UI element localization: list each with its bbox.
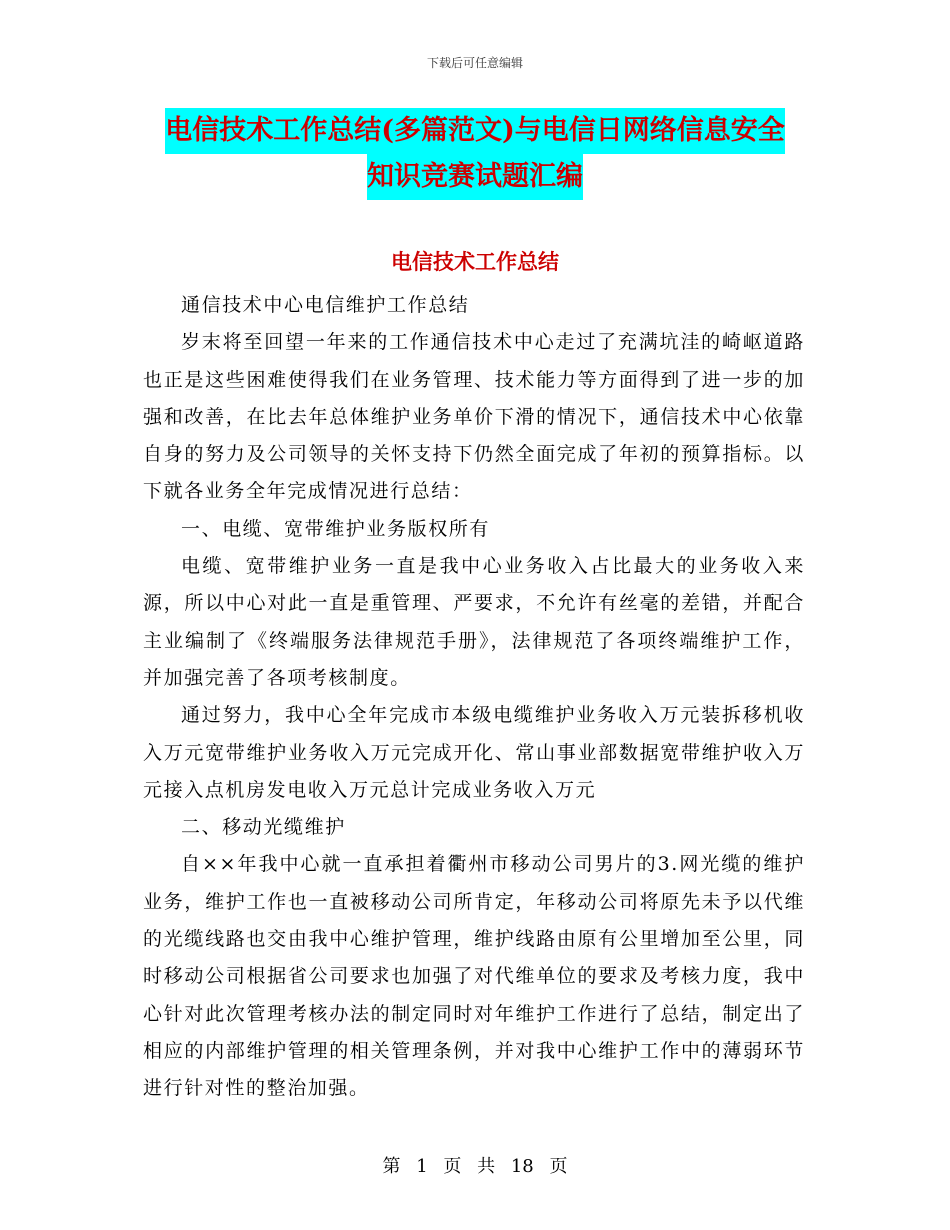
document-title xyxy=(150,108,800,200)
paragraph: 岁末将至回望一年来的工作通信技术中心走过了充满坑洼的崎岖道路也正是这些困难使得我们在业务管理、技术能力等方面得到了进一步的加强和改善，在比去年总体维护业务单价下滑的情况下，通信技术中心依靠自身的努力及公司领导的关怀支持下仍然全面完成了年初的预算指标。以下就各业务全年完成情况进行总结： xyxy=(143,331,805,503)
document-body xyxy=(143,287,805,1108)
paragraph: 通过努力，我中心全年完成市本级电缆维护业务收入万元装拆移机收入万元宽带维护业务收入万元完成开化、常山事业部数据宽带维护收入万元接入点机房发电收入万元总计完成业务收入万元 xyxy=(143,704,805,801)
section-title: 电信技术工作总结 xyxy=(391,249,559,274)
header-note: 下载后可任意编辑 xyxy=(426,56,523,70)
paragraph-heading: 二、移动光缆维护 xyxy=(181,816,346,839)
paragraph: 电缆、宽带维护业务一直是我中心业务收入占比最大的业务收入来源，所以中心对此一直是重管理、严要求，不允许有丝毫的差错，并配合主业编制了《终端服务法律规范手册》，法律规范了各项终端维护工作，并加强完善了各项考核制度。 xyxy=(143,555,805,689)
document-title-line-2: 知识竞赛试题汇编 xyxy=(367,154,583,200)
paragraph-heading: 一、电缆、宽带维护业务版权所有 xyxy=(181,517,491,540)
page-footer: 第 1 页 共 18 页 xyxy=(382,1156,568,1177)
document-title-line-1: 电信技术工作总结(多篇范文)与电信日网络信息安全 xyxy=(165,108,785,154)
paragraph-subtitle: 通信技术中心电信维护工作总结 xyxy=(181,294,470,316)
paragraph: 自××年我中心就一直承担着衢州市移动公司男片的3.网光缆的维护业务，维护工作也一直被移动公司所肯定，年移动公司将原先未予以代维的光缆线路也交由我中心维护管理，维护线路由原有公里增加至公里，同时移动公司根据省公司要求也加强了对代维单位的要求及考核力度，我中心针对此次管理考核办法的制定同时对年维护工作进行了总结，制定出了相应的内部维护管理的相关管理条例，并对我中心维护工作中的薄弱环节进行针对性的整治加强。 xyxy=(143,853,805,1100)
